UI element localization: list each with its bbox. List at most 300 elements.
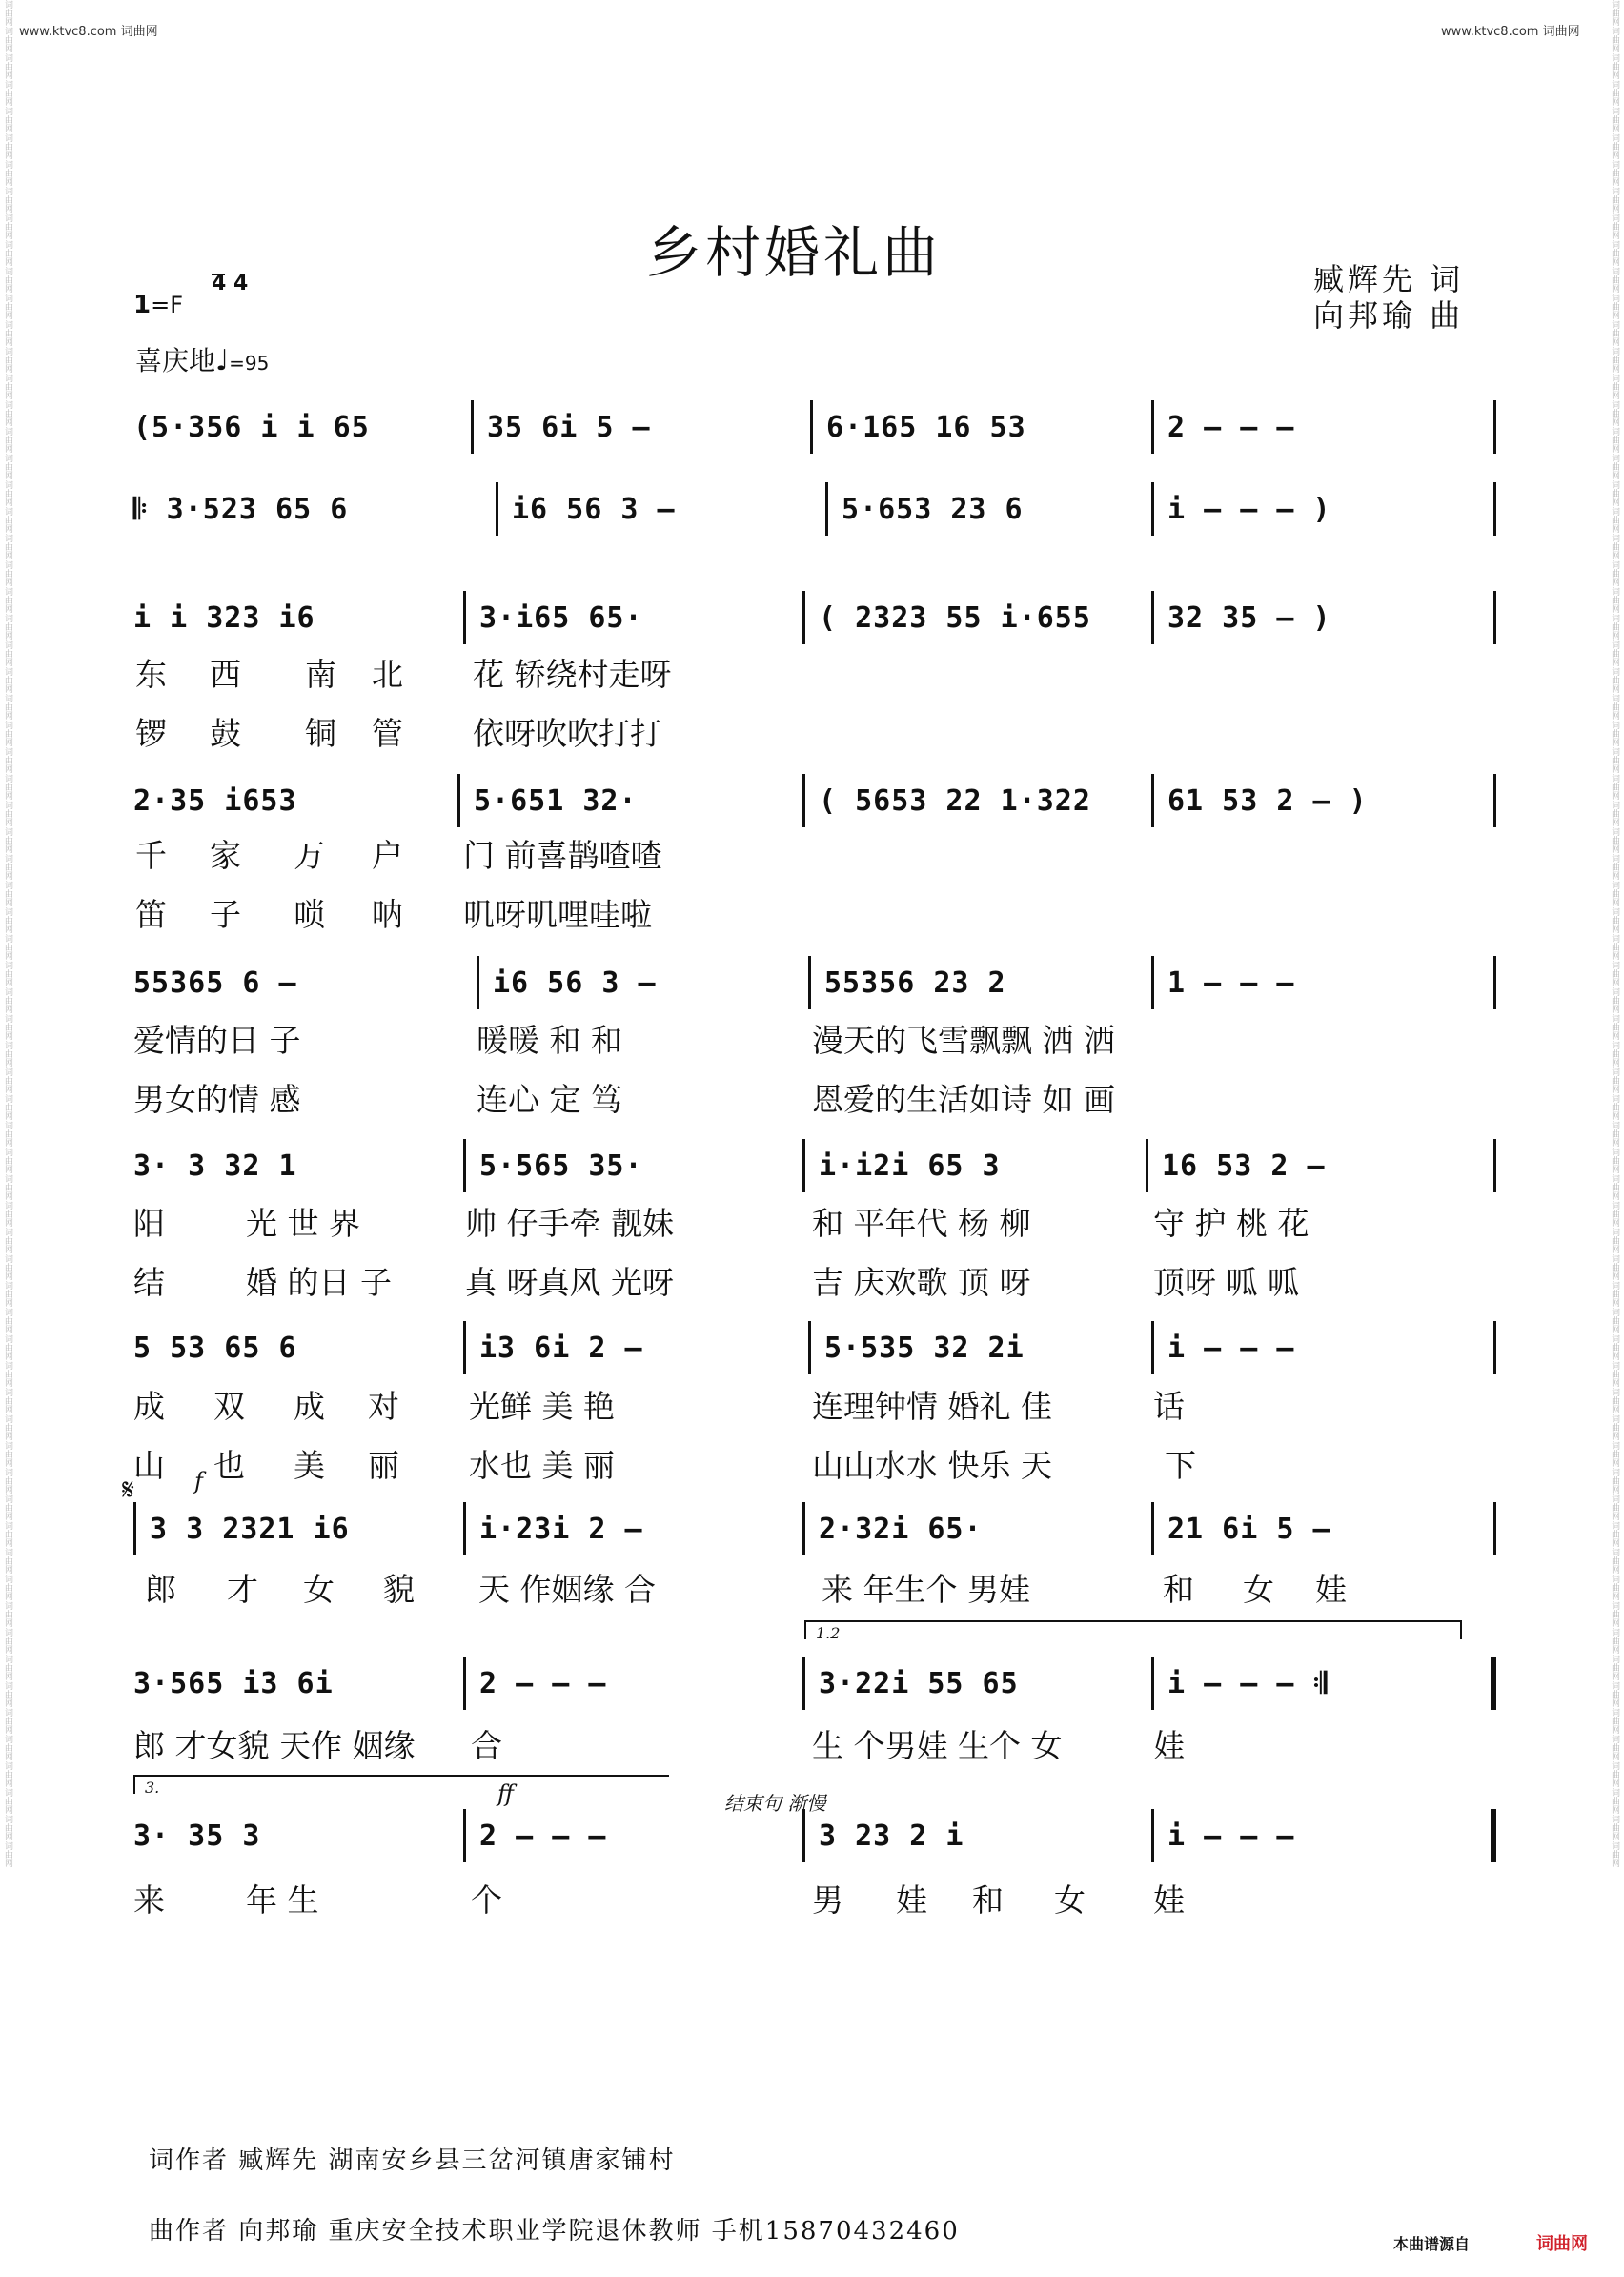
lyric-line <box>133 650 1487 692</box>
lyric-syllable: 恩爱的生活如诗 如 画 <box>812 1081 1115 1118</box>
lyric-line <box>133 1441 1487 1483</box>
measure: i – – – 𝄇 <box>1151 1657 1496 1710</box>
lyric-syllable: 铜 <box>305 715 336 752</box>
measure: 3 3 2321 i6 <box>133 1502 463 1555</box>
side-watermark-text: 词曲网 <box>3 987 12 1013</box>
lyricist-info: 词作者 臧辉先 湖南安乡县三岔河镇唐家铺村 <box>149 2146 676 2175</box>
side-watermark-text: 词曲网 <box>3 427 12 453</box>
side-watermark-text: 词曲网 <box>3 53 12 79</box>
composer-info: 曲作者 向邦瑜 重庆安全技术职业学院退休教师 手机15870432460 <box>149 2217 960 2246</box>
lyric-syllable: 花 轿绕村走呀 <box>473 656 672 693</box>
side-watermark-text: 词曲网 <box>1610 1281 1619 1307</box>
lyric-syllable: 和 <box>972 1881 1004 1919</box>
barline-end <box>1493 591 1496 644</box>
side-watermark-text: 词曲网 <box>1610 1174 1619 1200</box>
lyric-syllable: 和 平年代 杨 柳 <box>812 1205 1031 1242</box>
side-watermark-text: 词曲网 <box>1610 1361 1619 1387</box>
lyric-syllable: 帅 仔手牵 靓妹 <box>465 1205 674 1242</box>
measure: 5·535 32 2i <box>808 1321 1151 1374</box>
side-watermark-text: 词曲网 <box>3 507 12 533</box>
side-watermark-text: 词曲网 <box>3 801 12 826</box>
measure: 3·22i 55 65 <box>802 1657 1151 1710</box>
side-watermark-text: 词曲网 <box>1610 694 1619 720</box>
lyric-syllable: 阳 <box>133 1205 165 1242</box>
system-4 <box>133 774 1496 827</box>
side-watermark-text: 词曲网 <box>3 107 12 132</box>
measure: i – – – <box>1151 1321 1496 1374</box>
lyric-syllable: 话 <box>1153 1388 1185 1425</box>
side-watermark-text: 词曲网 <box>1610 1414 1619 1440</box>
source-logo: 词曲网 <box>1536 2234 1588 2254</box>
side-watermark-text: 词曲网 <box>1610 587 1619 613</box>
system-7 <box>133 1321 1496 1374</box>
side-watermark-text: 词曲网 <box>3 133 12 159</box>
quarter-note-icon: ♩ <box>215 344 230 377</box>
lyric-syllable: 娃 <box>1153 1881 1185 1919</box>
measure: ( 2323 55 i·655 <box>802 591 1151 644</box>
measure: 6·165 16 53 <box>810 400 1151 454</box>
lyric-syllable: 锣 <box>135 715 167 752</box>
side-watermark-text: 词曲网 <box>1610 160 1619 186</box>
time-signature-bottom: 4 <box>233 272 249 295</box>
lyric-syllable: 吉 庆欢歌 顶 呀 <box>812 1264 1031 1301</box>
side-watermark-text: 词曲网 <box>1610 427 1619 453</box>
lyric-syllable: 光 世 界 <box>246 1205 360 1242</box>
side-watermark-text: 词曲网 <box>1610 961 1619 986</box>
side-watermark-text: 词曲网 <box>1610 187 1619 213</box>
lyric-syllable: 结 <box>133 1264 165 1301</box>
side-watermark-text: 词曲网 <box>3 1201 12 1227</box>
lyric-syllable: 鼓 <box>210 715 241 752</box>
side-watermark-text: 词曲网 <box>3 694 12 720</box>
side-watermark-text: 词曲网 <box>3 907 12 933</box>
barline-end <box>1493 1139 1496 1192</box>
side-watermark-text: 词曲网 <box>1610 1441 1619 1467</box>
side-watermark-text: 词曲网 <box>1610 1201 1619 1227</box>
barline-end <box>1493 774 1496 827</box>
side-watermark-text: 词曲网 <box>3 1308 12 1333</box>
system-6 <box>133 1139 1496 1192</box>
side-watermark-text: 词曲网 <box>3 667 12 693</box>
lyric-line <box>133 709 1487 751</box>
side-watermark-text: 词曲网 <box>3 1628 12 1654</box>
lyric-syllable: 连心 定 笃 <box>477 1081 622 1118</box>
side-watermark-text: 词曲网 <box>3 294 12 319</box>
side-watermark-text: 词曲网 <box>1610 107 1619 132</box>
lyric-syllable: 女 <box>1054 1881 1086 1919</box>
lyric-syllable: 才 <box>227 1571 258 1608</box>
barline-final <box>1491 1809 1496 1862</box>
lyric-line <box>133 1876 1487 1918</box>
key-signature <box>133 291 183 319</box>
side-watermark-text: 词曲网 <box>3 454 12 479</box>
side-watermark-text: 词曲网 <box>1610 1521 1619 1547</box>
side-watermark-text: 词曲网 <box>1610 1388 1619 1413</box>
side-watermark-text: 词曲网 <box>3 1014 12 1040</box>
measure: 2·35 i653 <box>133 783 297 818</box>
side-watermark-text: 词曲网 <box>3 961 12 986</box>
lyric-syllable: 子 <box>210 896 241 933</box>
system-5 <box>133 956 1496 1009</box>
lyric-syllable: 男 <box>812 1881 843 1919</box>
side-watermark-text: 词曲网 <box>1610 1228 1619 1253</box>
volta-1-2: 1.2 <box>804 1620 1462 1639</box>
key-degree: 1 <box>133 291 152 319</box>
side-watermark-text: 词曲网 <box>1610 320 1619 346</box>
side-watermark-left <box>2 0 15 2277</box>
composer-credit: 向邦瑜 曲 <box>1313 297 1465 334</box>
side-watermark-text: 词曲网 <box>3 267 12 293</box>
measure: i3 6i 2 – <box>463 1321 808 1374</box>
side-watermark-text: 词曲网 <box>3 1174 12 1200</box>
side-watermark-text: 词曲网 <box>1610 1094 1619 1120</box>
side-watermark-text: 词曲网 <box>3 160 12 186</box>
measure: 16 53 2 – <box>1146 1139 1496 1192</box>
lyric-syllable: 唢 <box>294 896 325 933</box>
lyric-syllable: 年 生 <box>246 1881 319 1919</box>
side-watermark-text: 词曲网 <box>1610 1254 1619 1280</box>
key-name: =F <box>151 292 184 318</box>
expression-text: 喜庆地 <box>135 345 216 376</box>
lyric-syllable: 和 <box>1163 1571 1194 1608</box>
lyric-syllable: 娃 <box>1315 1571 1347 1608</box>
lyric-syllable: 女 <box>303 1571 335 1608</box>
side-watermark-text: 词曲网 <box>3 240 12 266</box>
lyric-syllable: 暖暖 和 和 <box>477 1022 622 1059</box>
side-watermark-text: 词曲网 <box>3 854 12 880</box>
barline-end <box>1493 400 1496 454</box>
side-watermark-text: 词曲网 <box>3 1788 12 1814</box>
side-watermark-text: 词曲网 <box>1610 907 1619 933</box>
lyric-syllable: 爱情的日 子 <box>133 1022 301 1059</box>
side-watermark-text: 词曲网 <box>1610 1708 1619 1734</box>
measure: 55356 23 2 <box>808 956 1151 1009</box>
measure: i6 56 3 – <box>477 956 808 1009</box>
measure: 5 53 65 6 <box>133 1331 297 1365</box>
side-watermark-text: 词曲网 <box>3 1254 12 1280</box>
side-watermark-text: 词曲网 <box>3 934 12 960</box>
side-watermark-text: 词曲网 <box>1610 374 1619 399</box>
measure: 2·32i 65· <box>802 1502 1151 1555</box>
side-watermark-text: 词曲网 <box>3 1575 12 1600</box>
lyric-syllable: 家 <box>210 837 241 874</box>
lyric-syllable: 东 <box>135 656 167 693</box>
side-watermark-text: 词曲网 <box>3 534 12 559</box>
time-signature <box>212 272 249 295</box>
side-watermark-text: 词曲网 <box>3 587 12 613</box>
side-watermark-text: 词曲网 <box>3 1281 12 1307</box>
side-watermark-text: 词曲网 <box>1610 1014 1619 1040</box>
side-watermark-text: 词曲网 <box>3 747 12 773</box>
lyric-syllable: 光鲜 美 艳 <box>469 1388 615 1425</box>
segno-sign: 𝄋 <box>122 1474 134 1507</box>
side-watermark-text: 词曲网 <box>3 721 12 746</box>
side-watermark-text: 词曲网 <box>1610 27 1619 52</box>
side-watermark-text: 词曲网 <box>1610 534 1619 559</box>
lyric-syllable: 生 个男娃 生个 女 <box>812 1727 1063 1764</box>
measure: i·i2i 65 3 <box>802 1139 1146 1192</box>
lyric-syllable: 美 <box>294 1447 325 1484</box>
side-watermark-text: 词曲网 <box>1610 1468 1619 1494</box>
watermark-top-left: www.ktvc8.com 词曲网 <box>19 25 158 39</box>
side-watermark-text: 词曲网 <box>1610 133 1619 159</box>
side-watermark-text: 词曲网 <box>3 640 12 666</box>
side-watermark-text: 词曲网 <box>3 1067 12 1093</box>
lyric-syllable: 成 <box>133 1388 165 1425</box>
side-watermark-text: 词曲网 <box>1610 881 1619 906</box>
lyric-syllable: 来 <box>133 1881 165 1919</box>
lyric-syllable: 呐 <box>372 896 403 933</box>
side-watermark-text: 词曲网 <box>1610 1494 1619 1520</box>
measure: ( 5653 22 1·322 <box>802 774 1151 827</box>
measure: 5·651 32· <box>457 774 802 827</box>
side-watermark-text: 词曲网 <box>1610 614 1619 640</box>
lyric-syllable: 郎 才女貌 天作 姻缘 <box>133 1727 416 1764</box>
lyric-syllable: 山 <box>133 1447 165 1484</box>
side-watermark-text: 词曲网 <box>1610 721 1619 746</box>
lyric-syllable: 女 <box>1243 1571 1274 1608</box>
system-1 <box>133 400 1496 454</box>
side-watermark-text: 词曲网 <box>3 1441 12 1467</box>
measure: 3 23 2 i <box>802 1809 1151 1862</box>
lyric-syllable: 门 前喜鹊喳喳 <box>463 837 662 874</box>
side-watermark-text: 词曲网 <box>1610 1308 1619 1333</box>
side-watermark-text: 词曲网 <box>3 1815 12 1840</box>
side-watermark-text: 词曲网 <box>1610 1681 1619 1707</box>
time-signature-top: 4 <box>212 272 227 295</box>
side-watermark-text: 词曲网 <box>1610 480 1619 506</box>
lyric-line <box>133 1199 1487 1241</box>
lyric-syllable: 下 <box>1165 1447 1196 1484</box>
barline-repeat-end <box>1491 1657 1496 1710</box>
side-watermark-text: 词曲网 <box>1610 1575 1619 1600</box>
side-watermark-text: 词曲网 <box>3 1414 12 1440</box>
side-watermark-text: 词曲网 <box>3 1334 12 1360</box>
side-watermark-text: 词曲网 <box>1610 1841 1619 1867</box>
source-text: 本曲谱源自 <box>1393 2235 1471 2253</box>
measure: (5·356 i i 65 <box>133 410 370 444</box>
side-watermark-text: 词曲网 <box>1610 1548 1619 1574</box>
lyric-syllable: 郎 <box>145 1571 176 1608</box>
dynamic-fortissimo: ff <box>497 1780 515 1807</box>
measure: i – – – ) <box>1151 482 1496 536</box>
lyric-syllable: 婚 的日 子 <box>246 1264 392 1301</box>
side-watermark-text: 词曲网 <box>1610 1041 1619 1067</box>
lyric-line <box>133 831 1487 873</box>
side-watermark-text: 词曲网 <box>3 827 12 853</box>
side-watermark-text: 词曲网 <box>3 1494 12 1520</box>
lyric-syllable: 丽 <box>368 1447 399 1484</box>
side-watermark-text: 词曲网 <box>3 187 12 213</box>
measure: i – – – <box>1151 1809 1496 1862</box>
lyric-syllable: 男女的情 感 <box>133 1081 301 1118</box>
lyric-syllable: 个 <box>471 1881 502 1919</box>
side-watermark-text: 词曲网 <box>1610 1148 1619 1173</box>
lyric-line <box>133 1565 1487 1607</box>
watermark-top-right: www.ktvc8.com 词曲网 <box>1441 25 1580 39</box>
barline-end <box>1493 1502 1496 1555</box>
lyric-syllable: 户 <box>372 837 403 874</box>
lyric-line <box>133 1016 1487 1058</box>
side-watermark-text: 词曲网 <box>3 1468 12 1494</box>
side-watermark-text: 词曲网 <box>3 320 12 346</box>
side-watermark-text: 词曲网 <box>3 1708 12 1734</box>
lyric-syllable: 笛 <box>135 896 167 933</box>
measure: 5·653 23 6 <box>825 482 1151 536</box>
lyric-syllable: 连理钟情 婚礼 佳 <box>812 1388 1052 1425</box>
side-watermark-text: 词曲网 <box>1610 347 1619 373</box>
side-watermark-text: 词曲网 <box>3 80 12 106</box>
barline-end <box>1493 956 1496 1009</box>
tempo-marking <box>135 340 269 378</box>
measure: 2 – – – <box>463 1809 802 1862</box>
side-watermark-text: 词曲网 <box>1610 454 1619 479</box>
system-8 <box>133 1502 1496 1555</box>
lyric-line <box>133 1075 1487 1117</box>
lyric-syllable: 合 <box>471 1727 502 1764</box>
side-watermark-text: 词曲网 <box>1610 213 1619 239</box>
lyric-syllable: 万 <box>294 837 325 874</box>
side-watermark-text: 词曲网 <box>1610 1761 1619 1787</box>
lyric-syllable: 山山水水 快乐 天 <box>812 1447 1052 1484</box>
side-watermark-text: 词曲网 <box>1610 1735 1619 1760</box>
lyric-syllable: 叽呀叽哩哇啦 <box>463 896 652 933</box>
lyric-syllable: 娃 <box>1153 1727 1185 1764</box>
side-watermark-text: 词曲网 <box>3 480 12 506</box>
lyric-line <box>133 1258 1487 1300</box>
side-watermark-text: 词曲网 <box>3 1601 12 1627</box>
lyric-syllable: 顶呀 呱 呱 <box>1153 1264 1299 1301</box>
side-watermark-text: 词曲网 <box>1610 1655 1619 1680</box>
lyric-syllable: 南 <box>305 656 336 693</box>
system-10 <box>133 1809 1496 1862</box>
lyricist-credit: 臧辉先 词 <box>1313 261 1465 297</box>
side-watermark-text: 词曲网 <box>3 1094 12 1120</box>
side-watermark-text: 词曲网 <box>1610 1067 1619 1093</box>
measure: 𝄆 3·523 65 6 <box>133 492 349 526</box>
lyric-syllable: 真 呀真风 光呀 <box>465 1264 674 1301</box>
side-watermark-text: 词曲网 <box>1610 53 1619 79</box>
side-watermark-text: 词曲网 <box>1610 1601 1619 1627</box>
side-watermark-text: 词曲网 <box>1610 854 1619 880</box>
side-watermark-text: 词曲网 <box>1610 801 1619 826</box>
measure: 3· 35 3 <box>133 1819 261 1853</box>
barline-end <box>1493 1321 1496 1374</box>
measure: 21 6i 5 – <box>1151 1502 1496 1555</box>
measure: 61 53 2 – ) <box>1151 774 1496 827</box>
side-watermark-text: 词曲网 <box>3 1121 12 1147</box>
measure: i·23i 2 – <box>463 1502 802 1555</box>
side-watermark-text: 词曲网 <box>1610 667 1619 693</box>
side-watermark-text: 词曲网 <box>3 1735 12 1760</box>
side-watermark-text: 词曲网 <box>1610 560 1619 586</box>
lyric-syllable: 西 <box>210 656 241 693</box>
measure: 5·565 35· <box>463 1139 802 1192</box>
side-watermark-text: 词曲网 <box>3 213 12 239</box>
side-watermark-text: 词曲网 <box>3 1841 12 1867</box>
side-watermark-text: 词曲网 <box>3 1388 12 1413</box>
measure: 2 – – – <box>463 1657 802 1710</box>
measure: 35 6i 5 – <box>471 400 810 454</box>
lyric-line <box>133 1382 1487 1424</box>
lyric-line <box>133 890 1487 932</box>
song-title: 乡村婚礼曲 <box>646 220 943 285</box>
side-watermark-text: 词曲网 <box>1610 747 1619 773</box>
side-watermark-text: 词曲网 <box>3 1361 12 1387</box>
side-watermark-text: 词曲网 <box>3 1548 12 1574</box>
side-watermark-text: 词曲网 <box>1610 0 1619 26</box>
side-watermark-text: 词曲网 <box>3 347 12 373</box>
side-watermark-text: 词曲网 <box>1610 774 1619 800</box>
side-watermark-text: 词曲网 <box>3 1521 12 1547</box>
system-2 <box>133 482 1496 536</box>
side-watermark-text: 词曲网 <box>3 0 12 26</box>
lyric-syllable: 守 护 桃 花 <box>1153 1205 1309 1242</box>
side-watermark-text: 词曲网 <box>3 881 12 906</box>
tempo-bpm: =95 <box>229 352 270 375</box>
lyric-syllable: 貌 <box>383 1571 415 1608</box>
side-watermark-text: 词曲网 <box>3 1041 12 1067</box>
lyric-syllable: 依呀吹吹打打 <box>473 715 661 752</box>
side-watermark-text: 词曲网 <box>1610 827 1619 853</box>
lyric-syllable: 天 作姻缘 合 <box>478 1571 656 1608</box>
side-watermark-text: 词曲网 <box>3 374 12 399</box>
side-watermark-text: 词曲网 <box>3 1681 12 1707</box>
lyric-syllable: 漫天的飞雪飘飘 洒 洒 <box>812 1022 1115 1059</box>
volta-3: 3. <box>133 1775 669 1794</box>
measure: 32 35 – ) <box>1151 591 1496 644</box>
side-watermark-right <box>1609 0 1622 2277</box>
lyric-syllable: 水也 美 丽 <box>469 1447 615 1484</box>
measure: i6 56 3 – <box>496 482 825 536</box>
side-watermark-text: 词曲网 <box>3 1655 12 1680</box>
measure: 1 – – – <box>1151 956 1496 1009</box>
measure: 55365 6 – <box>133 966 297 1000</box>
side-watermark-text: 词曲网 <box>3 1761 12 1787</box>
side-watermark-text: 词曲网 <box>1610 1121 1619 1147</box>
measure: 3· 3 32 1 <box>133 1149 297 1183</box>
side-watermark-text: 词曲网 <box>1610 1788 1619 1814</box>
measure: 3·i65 65· <box>463 591 802 644</box>
side-watermark-text: 词曲网 <box>1610 1334 1619 1360</box>
side-watermark-text: 词曲网 <box>1610 507 1619 533</box>
side-watermark-text: 词曲网 <box>3 1148 12 1173</box>
side-watermark-text: 词曲网 <box>3 1228 12 1253</box>
lyric-syllable: 管 <box>372 715 403 752</box>
side-watermark-text: 词曲网 <box>3 27 12 52</box>
side-watermark-text: 词曲网 <box>1610 640 1619 666</box>
side-watermark-text: 词曲网 <box>1610 1628 1619 1654</box>
lyric-syllable: 北 <box>372 656 403 693</box>
side-watermark-text: 词曲网 <box>3 614 12 640</box>
lyric-syllable: 娃 <box>896 1881 927 1919</box>
side-watermark-text: 词曲网 <box>1610 987 1619 1013</box>
measure: 2 – – – <box>1151 400 1496 454</box>
side-watermark-text: 词曲网 <box>1610 294 1619 319</box>
side-watermark-text: 词曲网 <box>1610 400 1619 426</box>
lyric-line <box>133 1721 1487 1763</box>
side-watermark-text: 词曲网 <box>1610 240 1619 266</box>
system-3 <box>133 591 1496 644</box>
barline-end <box>1493 482 1496 536</box>
side-watermark-text: 词曲网 <box>1610 934 1619 960</box>
measure: i i 323 i6 <box>133 600 315 635</box>
side-watermark-text: 词曲网 <box>1610 80 1619 106</box>
dynamic-forte: f <box>194 1468 203 1494</box>
lyric-syllable: 也 <box>213 1447 245 1484</box>
lyric-syllable: 来 年生个 男娃 <box>822 1571 1030 1608</box>
side-watermark-text: 词曲网 <box>3 560 12 586</box>
